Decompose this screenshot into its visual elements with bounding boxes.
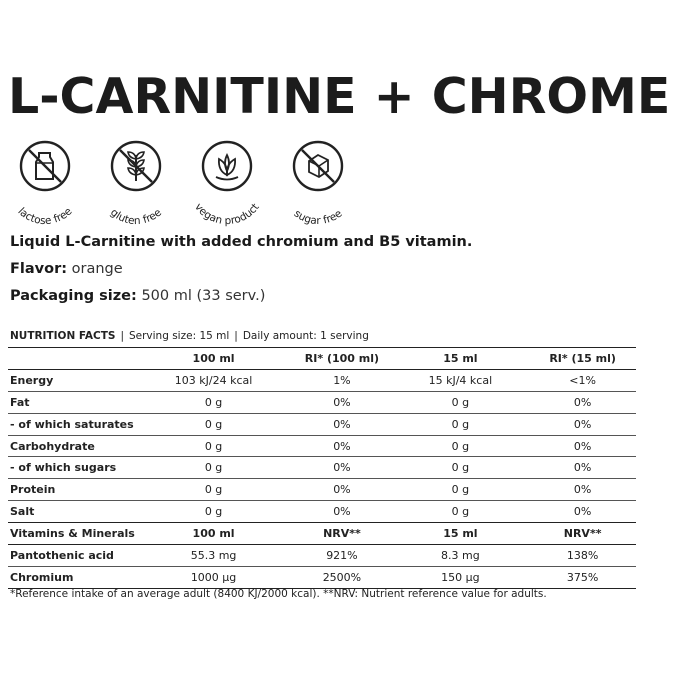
- nutrient-name: Carbohydrate: [8, 435, 135, 457]
- table-row: [8, 435, 636, 457]
- product-title: L-CARNITINE + CHROME: [8, 68, 671, 125]
- svg-text:vegan product: [192, 201, 262, 227]
- nutrient-name: Salt: [8, 501, 135, 523]
- table-row: [8, 457, 636, 479]
- serving-size: Serving size: 15 ml: [128, 330, 230, 342]
- svg-text:gluten free: [108, 206, 164, 227]
- packaging-line: [10, 286, 265, 306]
- table-row: [8, 369, 636, 391]
- nutrient-value: 0 g: [392, 391, 530, 413]
- nutrient-value: 150 µg: [392, 566, 530, 588]
- nutrient-value: 0%: [292, 479, 391, 501]
- nutrient-value: 100 ml: [135, 348, 293, 370]
- nutrient-value: 0%: [529, 435, 636, 457]
- description-text: Liquid L-Carnitine with added chromium and B5 vitamin.: [10, 234, 473, 250]
- nutrient-value: 2500%: [292, 566, 391, 588]
- nutrient-name: Chromium: [8, 566, 135, 588]
- nutrient-value: 0%: [529, 391, 636, 413]
- flavor-label: Flavor:: [10, 261, 68, 277]
- nutrient-value: RI* (15 ml): [529, 348, 636, 370]
- nutrient-value: 1%: [292, 369, 391, 391]
- nutrient-value: 0 g: [135, 457, 293, 479]
- nutrient-value: 0 g: [135, 501, 293, 523]
- nutrient-value: 15 ml: [392, 523, 530, 545]
- nutrient-value: 375%: [529, 566, 636, 588]
- nutrient-name: Fat: [8, 391, 135, 413]
- table-row: [8, 566, 636, 588]
- nutrient-name: Vitamins & Minerals: [8, 523, 135, 545]
- nutrient-name: - of which sugars: [8, 457, 135, 479]
- footnote: *Reference intake of an average adult (8400 KJ/2000 kcal). **NRV: Nutrient reference value for adults.: [10, 588, 547, 600]
- nutrient-value: 1000 µg: [135, 566, 293, 588]
- nutrient-value: 0 g: [135, 391, 293, 413]
- nutrient-value: 103 kJ/24 kcal: [135, 369, 293, 391]
- packaging-label: Packaging size:: [10, 288, 137, 304]
- nutrient-value: 0%: [292, 457, 391, 479]
- nutrient-value: 0 g: [392, 435, 530, 457]
- nutrient-name: - of which saturates: [8, 413, 135, 435]
- nutrient-value: 0%: [529, 457, 636, 479]
- table-row: [8, 545, 636, 567]
- nutrition-table: [8, 347, 636, 589]
- badge-vegan-product: [182, 135, 272, 228]
- vitamins-header-row: [8, 523, 636, 545]
- nutrient-value: 0 g: [392, 501, 530, 523]
- nutrition-facts-header: NUTRITION FACTS | Serving size: 15 ml | Daily amount: 1 serving: [10, 330, 369, 342]
- badge-lactose-free: [0, 135, 90, 228]
- nutrient-value: 0 g: [392, 413, 530, 435]
- badge-row: [0, 135, 680, 228]
- nutrient-value: 0%: [292, 413, 391, 435]
- nutrient-value: 0%: [292, 391, 391, 413]
- packaging-value: 500 ml (33 serv.): [141, 288, 266, 304]
- nutrient-value: 921%: [292, 545, 391, 567]
- nutrient-value: 0 g: [392, 479, 530, 501]
- nutrient-value: <1%: [529, 369, 636, 391]
- nutrient-value: 15 ml: [392, 348, 530, 370]
- badge-label: sugar free: [291, 207, 345, 228]
- nutrient-name: Protein: [8, 479, 135, 501]
- nutrient-value: 0 g: [392, 457, 530, 479]
- nutrient-name: [8, 348, 135, 370]
- svg-text:sugar free: [292, 208, 345, 228]
- badge-label: gluten free: [108, 206, 164, 228]
- nutrient-value: RI* (100 ml): [292, 348, 391, 370]
- nutrient-value: 8.3 mg: [392, 545, 530, 567]
- nutrient-value: 0 g: [135, 435, 293, 457]
- nutrient-value: 0%: [529, 413, 636, 435]
- daily-amount: Daily amount: 1 serving: [242, 330, 369, 342]
- table-row: [8, 501, 636, 523]
- nutrient-value: 0%: [529, 479, 636, 501]
- flavor-value: orange: [71, 261, 123, 277]
- nutrient-value: 0 g: [135, 413, 293, 435]
- flavor-line: [10, 259, 123, 279]
- nutrient-value: 0 g: [135, 479, 293, 501]
- nutrient-name: Energy: [8, 369, 135, 391]
- nutrient-value: 15 kJ/4 kcal: [392, 369, 530, 391]
- table-row: [8, 391, 636, 413]
- nutrition-heading: NUTRITION FACTS: [10, 330, 116, 342]
- nutrient-value: 0%: [292, 501, 391, 523]
- nutrient-value: 138%: [529, 545, 636, 567]
- badge-label: lactose free: [15, 205, 75, 228]
- nutrient-value: NRV**: [292, 523, 391, 545]
- nutrient-value: 55.3 mg: [135, 545, 293, 567]
- product-description: [10, 232, 472, 252]
- badge-sugar-free: [273, 135, 363, 228]
- svg-text:lactose free: [15, 205, 74, 227]
- table-header-row: [8, 348, 636, 370]
- nutrient-value: 0%: [529, 501, 636, 523]
- table-row: [8, 413, 636, 435]
- nutrient-value: NRV**: [529, 523, 636, 545]
- badge-label: vegan product: [192, 201, 262, 228]
- badge-gluten-free: [91, 135, 181, 228]
- nutrient-name: Pantothenic acid: [8, 545, 135, 567]
- nutrient-value: 0%: [292, 435, 391, 457]
- table-row: [8, 479, 636, 501]
- nutrient-value: 100 ml: [135, 523, 293, 545]
